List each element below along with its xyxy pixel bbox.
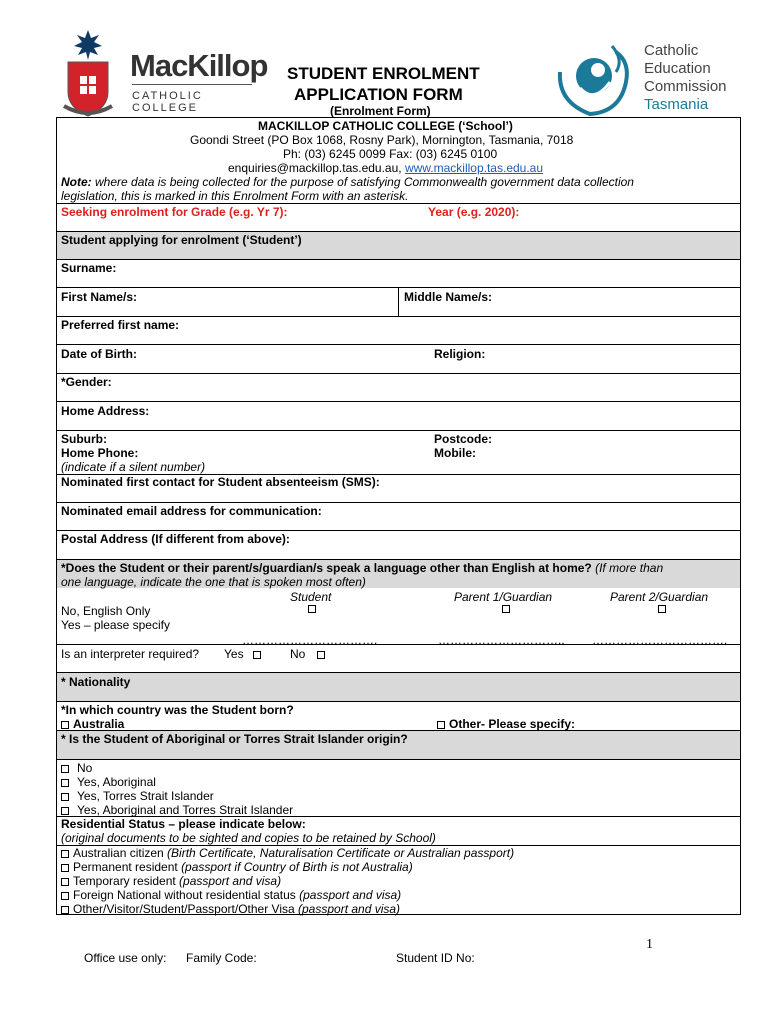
residential-option-foreign[interactable] <box>61 888 401 902</box>
home-address-field[interactable]: Home Address: <box>61 404 150 418</box>
interpreter-yes-label: Yes <box>224 647 244 661</box>
divider <box>56 530 741 531</box>
dob-field[interactable]: Date of Birth: <box>61 347 137 361</box>
form-title-line2: APPLICATION FORM <box>294 85 463 104</box>
nationality-band <box>57 673 740 701</box>
nationality-label: * Nationality <box>61 675 131 689</box>
checkbox[interactable] <box>61 906 69 914</box>
home-phone-field[interactable]: Home Phone: <box>61 446 139 460</box>
parent2-english-checkbox[interactable] <box>658 605 666 613</box>
col-parent1: Parent 1/Guardian <box>454 590 553 604</box>
aboriginal-option-aboriginal[interactable] <box>61 775 156 789</box>
col-student: Student <box>290 590 332 604</box>
note-line1 <box>61 175 634 189</box>
checkbox[interactable] <box>61 892 69 900</box>
option-label: Yes, Aboriginal <box>77 775 156 789</box>
logo-name: MacKillop <box>130 48 268 83</box>
parent2-language-field[interactable]: ……………………………. <box>592 633 728 647</box>
student-heading: Student applying for enrolment (‘Student’) <box>61 233 302 247</box>
language-question-text: *Does the Student or their parent/s/guardian/s speak a language other than English at home? <box>61 561 592 575</box>
parent1-english-checkbox[interactable] <box>502 605 510 613</box>
gender-field[interactable]: *Gender: <box>61 375 112 389</box>
residential-option-temporary[interactable] <box>61 874 281 888</box>
postcode-field[interactable]: Postcode: <box>434 432 493 446</box>
divider <box>56 231 741 232</box>
option-label: Temporary resident <box>73 874 180 888</box>
cec-line2: Education <box>644 60 711 77</box>
religion-field[interactable]: Religion: <box>434 347 486 361</box>
other-country-checkbox[interactable] <box>437 721 445 729</box>
office-use-label: Office use only: <box>84 951 167 965</box>
other-country-label: Other- Please specify: <box>449 717 576 731</box>
email-field[interactable]: Nominated email address for communication: <box>61 504 322 518</box>
yes-specify-label: Yes – please specify <box>61 618 170 632</box>
page-number: 1 <box>646 937 653 952</box>
suburb-field[interactable]: Suburb: <box>61 432 107 446</box>
option-label: Yes, Aboriginal and Torres Strait Islander <box>77 803 294 817</box>
checkbox[interactable] <box>61 850 69 858</box>
divider <box>56 316 741 317</box>
australia-checkbox[interactable] <box>61 721 69 729</box>
aboriginal-option-tsi[interactable] <box>61 789 214 803</box>
middle-name-field[interactable]: Middle Name/s: <box>404 290 493 304</box>
logo-divider <box>132 84 252 85</box>
note-line2: legislation, this is marked in this Enrolment Form with an asterisk. <box>61 189 409 203</box>
residential-subheading: (original documents to be sighted and copies to be retained by School) <box>61 831 436 845</box>
silent-number-note: (indicate if a silent number) <box>61 460 206 474</box>
option-doc: (passport and visa) <box>179 874 282 888</box>
english-only-label: No, English Only <box>61 604 151 618</box>
divider <box>56 344 741 345</box>
checkbox[interactable] <box>61 793 69 801</box>
cec-line3: Commission <box>644 78 727 95</box>
note-text: where data is being collected for the purpose of satisfying Commonwealth government data collection <box>91 175 634 189</box>
family-code-field[interactable]: Family Code: <box>186 951 257 965</box>
logo-subtitle: CATHOLIC COLLEGE <box>132 90 203 114</box>
checkbox[interactable] <box>61 864 69 872</box>
school-website-link[interactable]: www.mackillop.tas.edu.au <box>404 161 544 175</box>
divider <box>56 730 741 731</box>
name-column-divider <box>398 288 399 316</box>
checkbox[interactable] <box>61 779 69 787</box>
school-name: MACKILLOP CATHOLIC COLLEGE (‘School’) <box>258 119 513 133</box>
postal-address-field[interactable]: Postal Address (If different from above): <box>61 532 290 546</box>
residential-option-citizen[interactable] <box>61 846 514 860</box>
residential-option-other[interactable] <box>61 902 400 916</box>
divider <box>56 502 741 503</box>
mobile-field[interactable]: Mobile: <box>434 446 476 460</box>
interpreter-no-option[interactable] <box>290 647 329 661</box>
divider <box>56 430 741 431</box>
school-email: enquiries@mackillop.tas.edu.au, <box>228 161 402 175</box>
divider <box>56 259 741 260</box>
option-doc: (passport and visa) <box>298 902 401 916</box>
language-question <box>61 561 663 575</box>
seeking-year-field[interactable]: Year (e.g. 2020): <box>428 205 520 219</box>
aboriginal-question: * Is the Student of Aboriginal or Torres Strait Islander origin? <box>61 732 408 746</box>
language-hint-line2: one language, indicate the one that is spoken most often) <box>61 575 366 589</box>
divider <box>56 373 741 374</box>
checkbox[interactable] <box>61 878 69 886</box>
interpreter-question: Is an interpreter required? <box>61 647 200 661</box>
cec-emblem-icon <box>550 42 640 120</box>
option-label: Foreign National without residential status <box>73 888 300 902</box>
option-label: Yes, Torres Strait Islander <box>77 789 214 803</box>
college-crest-icon <box>58 28 118 120</box>
preferred-name-field[interactable]: Preferred first name: <box>61 318 180 332</box>
option-doc: (passport and visa) <box>299 888 402 902</box>
cec-logo <box>550 42 750 122</box>
residential-option-permanent[interactable] <box>61 860 413 874</box>
divider <box>56 401 741 402</box>
checkbox[interactable] <box>61 807 69 815</box>
born-other-option[interactable] <box>437 717 575 731</box>
interpreter-no-label: No <box>290 647 306 661</box>
interpreter-no-checkbox[interactable] <box>317 651 325 659</box>
form-title-line1: STUDENT ENROLMENT <box>287 64 480 83</box>
option-label: Other/Visitor/Student/Passport/Other Visa <box>73 902 298 916</box>
school-contact <box>228 161 543 175</box>
mackillop-logo <box>58 28 268 124</box>
language-hint: (If more than <box>591 561 664 575</box>
school-address: Goondi Street (PO Box 1068, Rosny Park), Mornington, Tasmania, 7018 <box>190 133 574 147</box>
note-label: Note: <box>61 175 92 189</box>
aboriginal-option-both[interactable] <box>61 803 293 817</box>
interpreter-yes-checkbox[interactable] <box>253 651 261 659</box>
form-subtitle: (Enrolment Form) <box>330 104 431 118</box>
interpreter-yes-option[interactable] <box>224 647 265 661</box>
divider <box>56 203 741 204</box>
student-english-checkbox[interactable] <box>308 605 316 613</box>
born-australia-option[interactable] <box>61 717 124 731</box>
australia-label: Australia <box>73 717 125 731</box>
school-phone: Ph: (03) 6245 0099 Fax: (03) 6245 0100 <box>283 147 498 161</box>
aboriginal-option-no[interactable] <box>61 761 92 775</box>
first-name-field[interactable]: First Name/s: <box>61 290 138 304</box>
absentee-contact-field[interactable]: Nominated first contact for Student absenteeism (SMS): <box>61 475 380 489</box>
option-doc: (passport if Country of Birth is not Australia) <box>181 860 413 874</box>
option-label: No <box>77 761 93 775</box>
residential-heading: Residential Status – please indicate below: <box>61 817 306 831</box>
divider <box>56 672 741 673</box>
option-doc: (Birth Certificate, Naturalisation Certificate or Australian passport) <box>167 846 515 860</box>
checkbox[interactable] <box>61 765 69 773</box>
student-id-field[interactable]: Student ID No: <box>396 951 475 965</box>
seeking-grade-field[interactable]: Seeking enrolment for Grade (e.g. Yr 7): <box>61 205 288 219</box>
col-parent2: Parent 2/Guardian <box>610 590 709 604</box>
option-label: Australian citizen <box>73 846 168 860</box>
divider <box>56 701 741 702</box>
born-question: *In which country was the Student born? <box>61 703 294 717</box>
parent1-language-field[interactable]: ………………………….. <box>438 633 565 647</box>
divider <box>56 759 741 760</box>
option-label: Permanent resident <box>73 860 182 874</box>
cec-line1: Catholic <box>644 42 699 59</box>
surname-field[interactable]: Surname: <box>61 261 117 275</box>
cec-line4: Tasmania <box>644 96 709 113</box>
student-language-field[interactable]: ……………………………. <box>242 633 378 647</box>
divider <box>56 559 741 560</box>
